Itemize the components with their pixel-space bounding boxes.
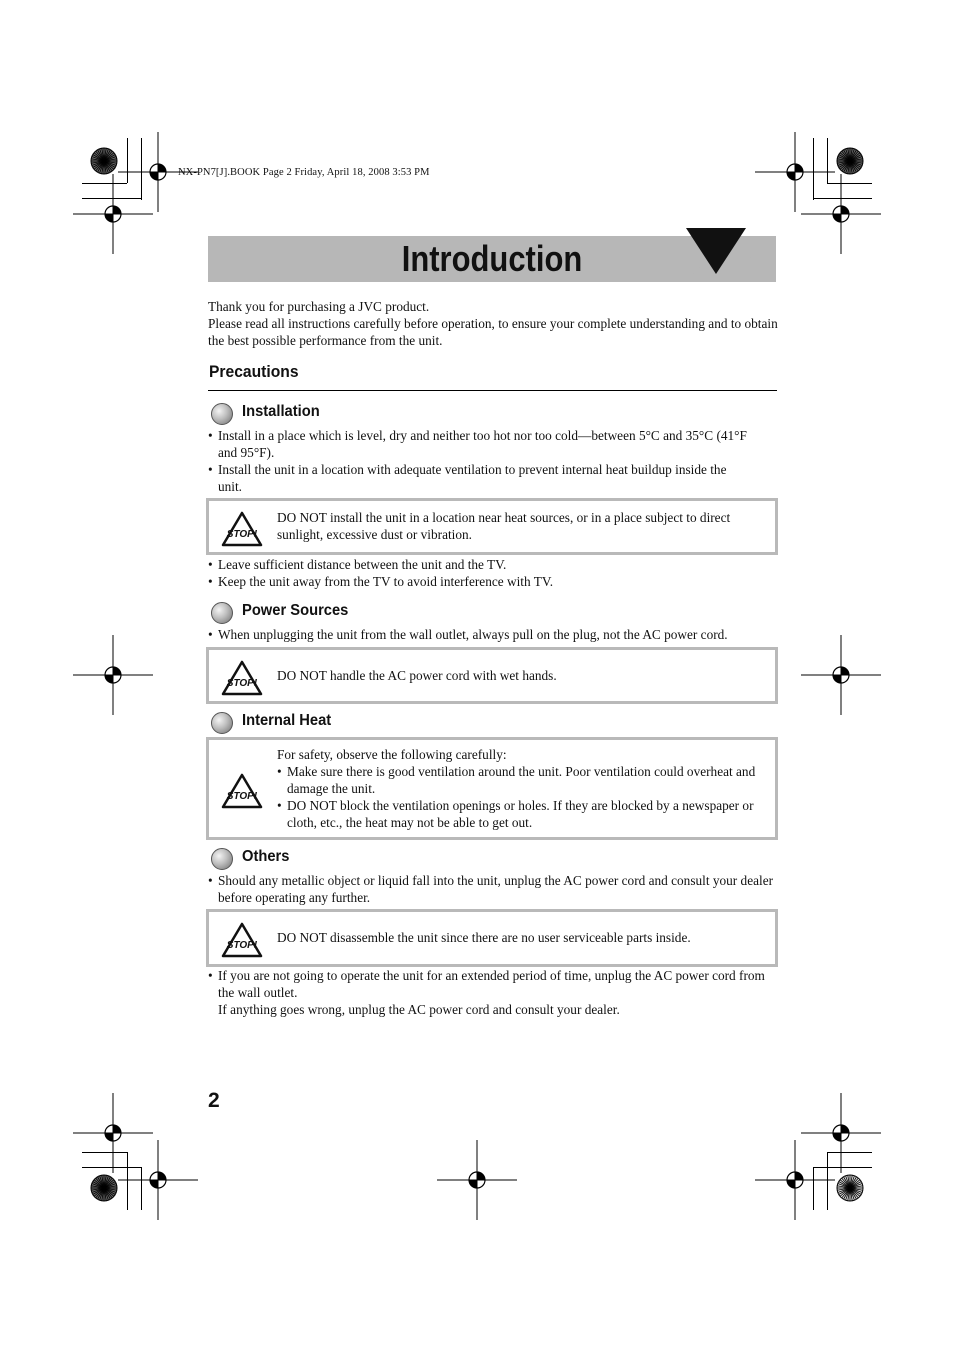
internal-heat-heading-label: Internal Heat <box>242 712 332 729</box>
color-star-target-icon <box>89 1173 119 1203</box>
warning-list-item: • Make sure there is good ventilation around the unit. Poor ventilation could overheat and damage the unit. <box>277 763 769 797</box>
stop-icon-text: STOP! <box>226 791 258 802</box>
stop-warning-icon <box>221 511 263 547</box>
section-divider <box>208 390 777 391</box>
others-heading <box>211 848 511 870</box>
registration-target-icon <box>73 1093 153 1173</box>
list-item: • When unplugging the unit from the wall outlet, always pull on the plug, not the AC power cord. <box>208 626 774 643</box>
registration-target-icon <box>73 635 153 715</box>
installation-bullets-after <box>208 556 774 590</box>
warning-content <box>277 746 769 831</box>
bullet-ball-icon <box>211 403 233 425</box>
bullet-ball-icon <box>211 712 233 734</box>
internal-heat-heading <box>211 712 511 734</box>
warning-box-installation <box>206 498 778 555</box>
stop-icon-text: STOP! <box>226 678 258 689</box>
power-sources-heading <box>211 602 511 624</box>
list-item: • Leave sufficient distance between the unit and the TV. <box>208 556 774 573</box>
warning-box-others <box>206 909 778 967</box>
installation-heading-label: Installation <box>242 403 320 420</box>
down-triangle-icon <box>686 228 778 282</box>
intro-text <box>208 298 778 349</box>
registration-target-icon <box>801 635 881 715</box>
bullet-ball-icon <box>211 848 233 870</box>
others-bullets-after <box>208 967 774 1018</box>
page-number: 2 <box>208 1089 220 1112</box>
warning-box-power <box>206 647 778 704</box>
page-title: Introduction <box>401 238 583 279</box>
power-sources-bullets <box>208 626 774 643</box>
list-item: • Install in a place which is level, dry and neither too hot nor too cold—between 5°C and 35°C (41°F <box>208 427 774 444</box>
warning-list-item: • DO NOT block the ventilation openings or holes. If they are blocked by a newspaper or cloth, etc., the heat may not be able to get out. <box>277 797 769 831</box>
registration-target-icon <box>437 1140 517 1220</box>
others-heading-label: Others <box>242 848 290 865</box>
list-item: • If you are not going to operate the unit for an extended period of time, unplug the AC power cord from the wall outlet. <box>208 967 774 1001</box>
power-sources-heading-label: Power Sources <box>242 602 349 619</box>
print-header: NX-PN7[J].BOOK Page 2 Friday, April 18, 2008 3:53 PM <box>178 167 430 178</box>
list-item: • Keep the unit away from the TV to avoid interference with TV. <box>208 573 774 590</box>
stop-warning-icon <box>221 922 263 958</box>
installation-heading <box>211 403 511 425</box>
list-item-continued: unit. <box>218 479 243 494</box>
warning-intro: For safety, observe the following carefully: <box>277 747 507 762</box>
warning-text: DO NOT disassemble the unit since there are no user serviceable parts inside. <box>277 930 691 945</box>
list-item-continued: and 95°F). <box>218 445 275 460</box>
warning-text: DO NOT handle the AC power cord with wet hands. <box>277 668 557 683</box>
color-star-target-icon <box>835 1173 865 1203</box>
intro-line-1: Thank you for purchasing a JVC product. <box>208 299 430 314</box>
list-item: • Install the unit in a location with adequate ventilation to prevent internal heat buildup inside the <box>208 461 774 478</box>
warning-box-heat <box>206 737 778 840</box>
color-star-target-icon <box>89 146 119 176</box>
others-bullets <box>208 872 774 906</box>
registration-target-icon <box>801 174 881 254</box>
warning-text: DO NOT install the unit in a location near heat sources, or in a place subject to direct sunlight, excessive dust or vibration. <box>277 510 731 542</box>
registration-target-icon <box>73 174 153 254</box>
stop-warning-icon <box>221 660 263 696</box>
installation-bullets <box>208 427 774 495</box>
stop-icon-text: STOP! <box>226 529 258 540</box>
stop-icon-text: STOP! <box>226 940 258 951</box>
intro-line-2: Please read all instructions carefully before operation, to ensure your complete understanding and to obtain the best possible performance from the unit. <box>208 316 778 348</box>
bullet-ball-icon <box>211 602 233 624</box>
stop-warning-icon <box>221 773 263 809</box>
precautions-heading: Precautions <box>209 362 299 381</box>
color-star-target-icon <box>835 146 865 176</box>
list-item-continued: If anything goes wrong, unplug the AC power cord and consult your dealer. <box>218 1002 620 1017</box>
list-item: • Should any metallic object or liquid fall into the unit, unplug the AC power cord and consult your dealer before operating any further. <box>208 872 774 906</box>
registration-target-icon <box>801 1093 881 1173</box>
